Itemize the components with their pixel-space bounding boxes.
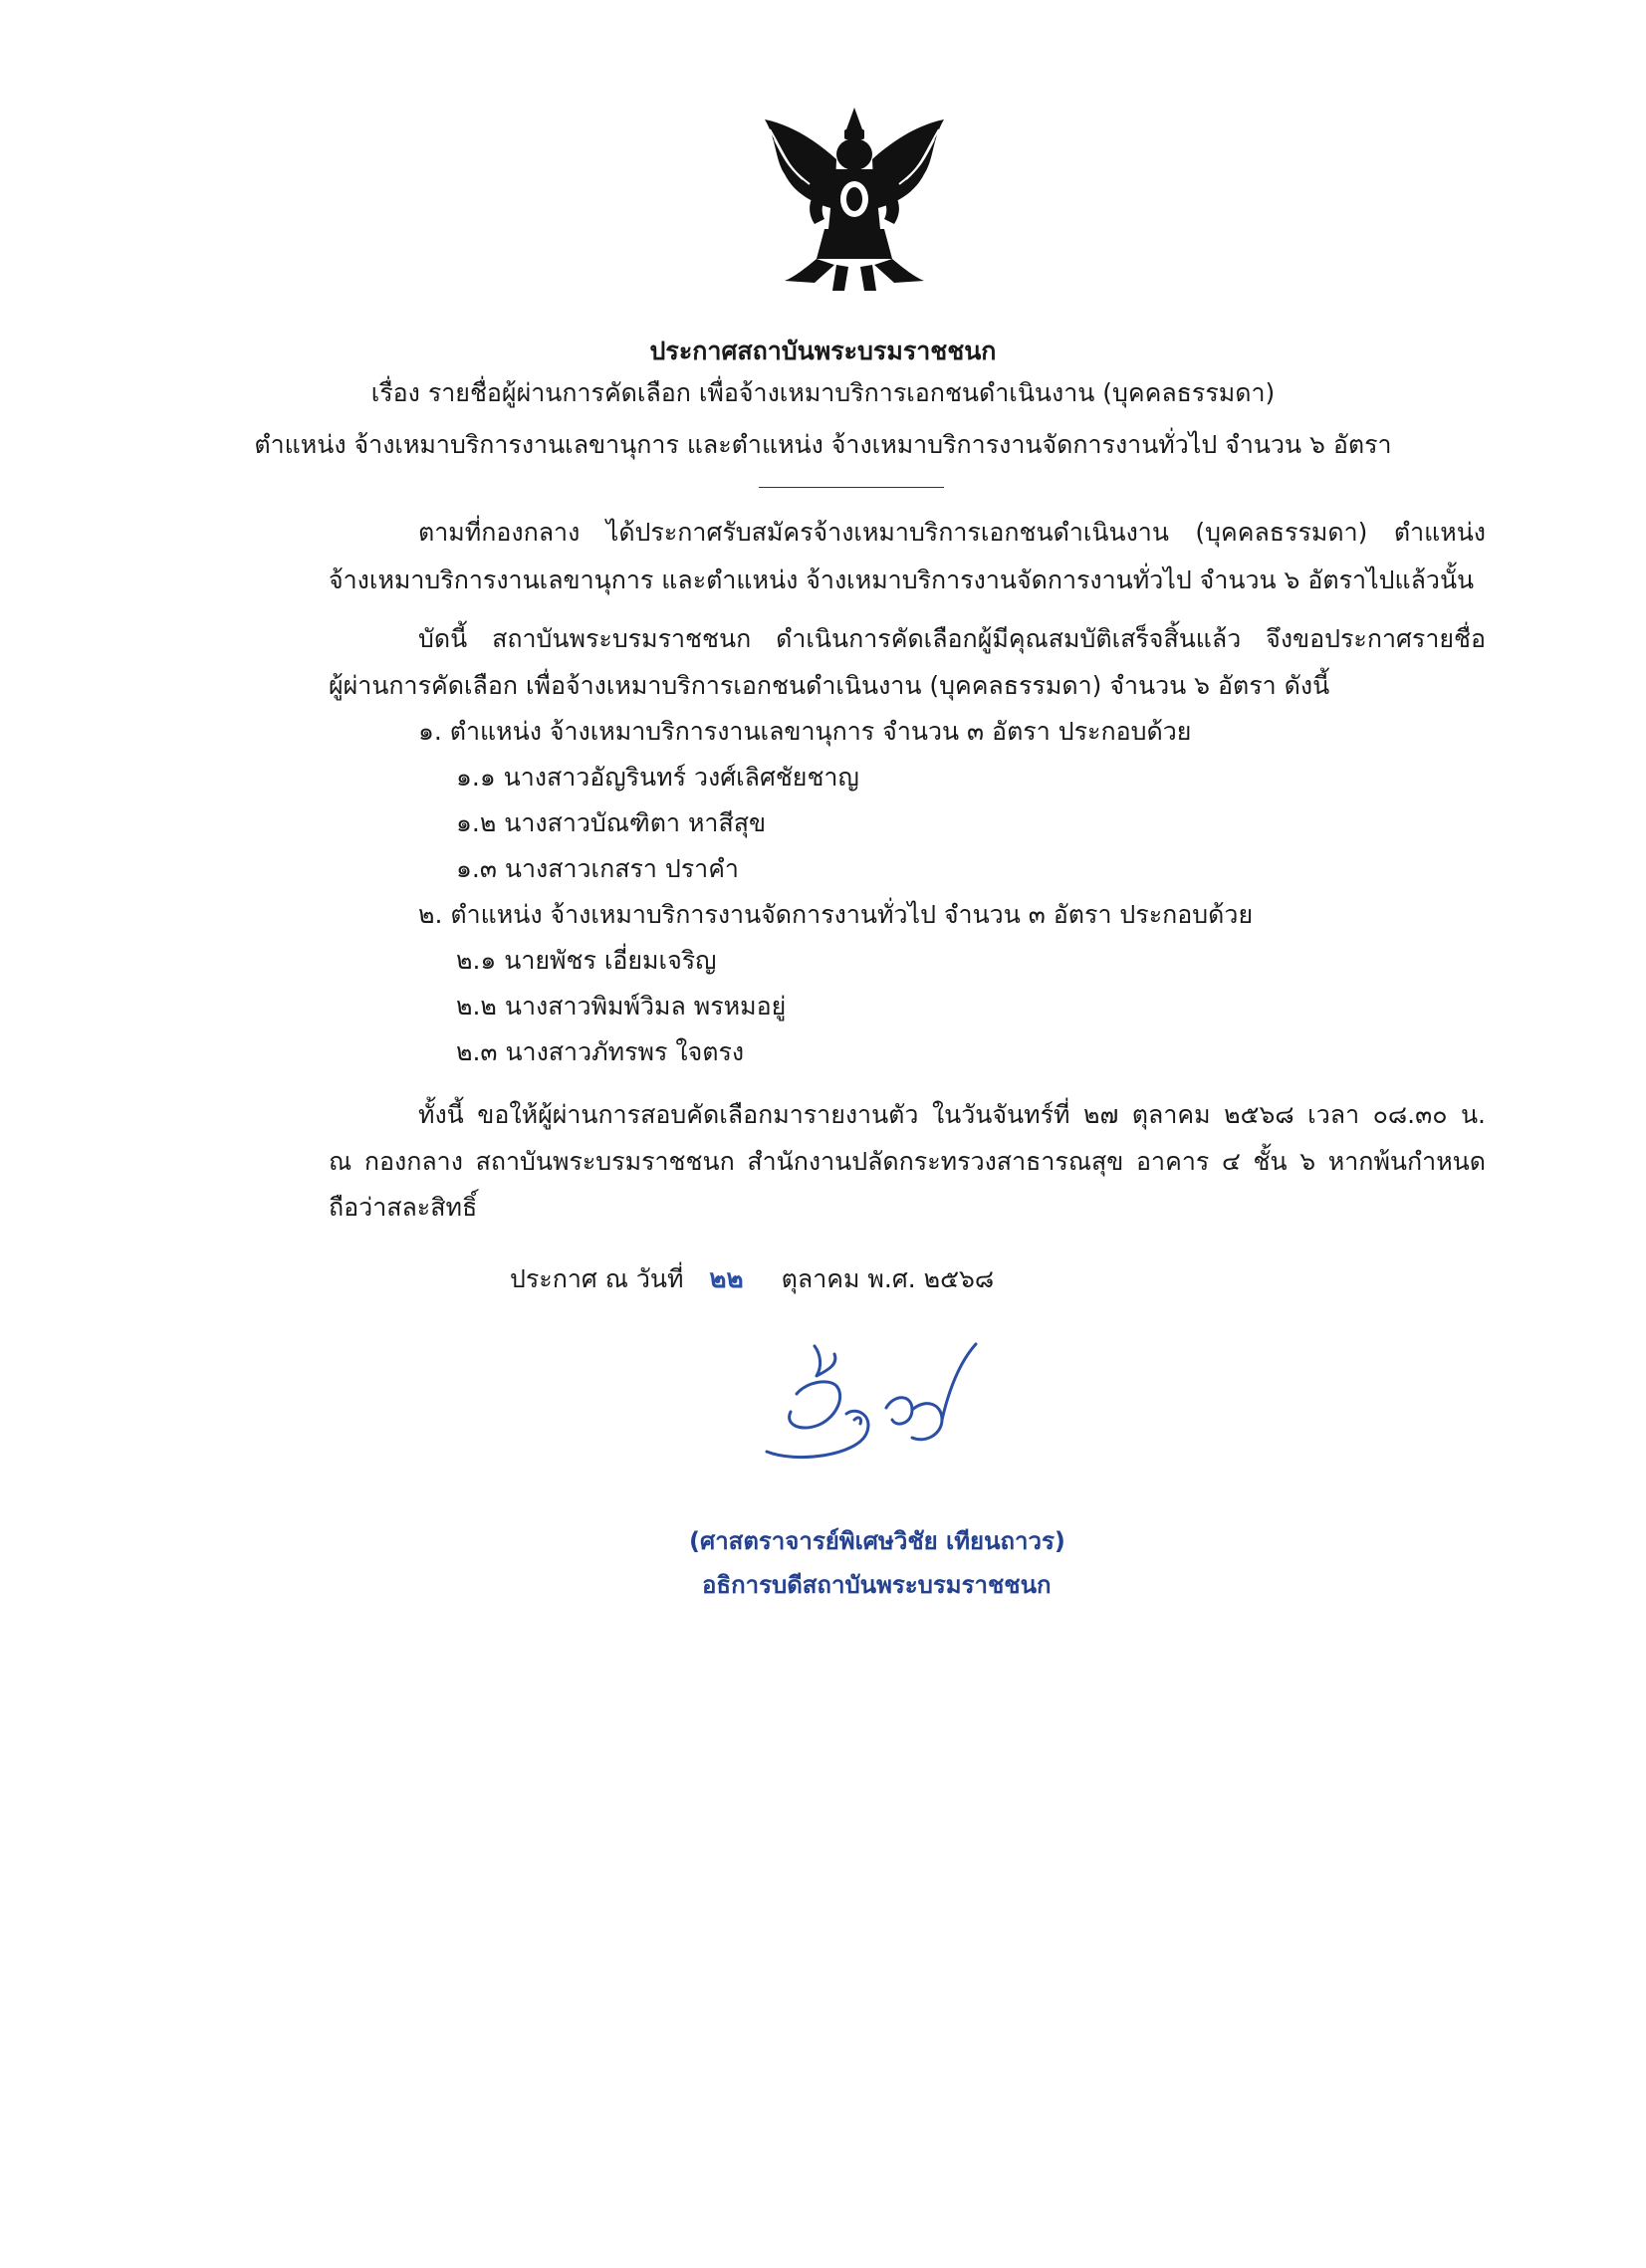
list-item: ๒.๓ นางสาวภัทรพร ใจตรง [456,1037,745,1066]
announce-date-suffix: ตุลาคม พ.ศ. ๒๕๖๘ [781,1264,995,1293]
announce-date-prefix: ประกาศ ณ วันที่ [510,1264,684,1293]
list-item: ๑.๒ นางสาวบัณฑิตา หาสีสุข [456,808,767,837]
announce-date [510,1262,994,1296]
paragraph-3-line-2: ณ กองกลาง สถาบันพระบรมราชชนก สำนักงานปลัดกระทรวงสาธารณสุข อาคาร ๔ ชั้น ๖ หากพ้นกำหนด [329,1147,1486,1176]
signer-title: อธิการบดีสถาบันพระบรมราชชนก [702,1571,1052,1599]
group-2-heading: ๒. ตำแหน่ง จ้างเหมาบริการงานจัดการงานทั่วไป จำนวน ๓ อัตรา ประกอบด้วย [418,900,1254,929]
announce-date-day: ๒๒ [709,1264,744,1294]
paragraph-1-line-2: จ้างเหมาบริการงานเลขานุการ และตำแหน่ง จ้างเหมาบริการงานจัดการงานทั่วไป จำนวน ๖ อัตราไปแล้วนั้น [329,566,1475,594]
subject-line-2: ตำแหน่ง จ้างเหมาบริการงานเลขานุการ และตำแหน่ง จ้างเหมาบริการงานจัดการงานทั่วไป จำนวน ๖ อัตรา [254,430,1392,459]
paragraph-3-line-1: ทั้งนี้ ขอให้ผู้ผ่านการสอบคัดเลือกมารายงานตัว ในวันจันทร์ที่ ๒๗ ตุลาคม ๒๕๖๘ เวลา ๐๘.๓๐ น. [418,1100,1486,1129]
list-item: ๒.๑ นายพัชร เอี่ยมเจริญ [456,946,717,975]
list-item: ๑.๓ นางสาวเกสรา ปราคำ [456,854,739,883]
signer-name: (ศาสตราจารย์พิเศษวิชัย เทียนถาวร) [689,1527,1065,1555]
group-1-heading: ๑. ตำแหน่ง จ้างเหมาบริการงานเลขานุการ จำนวน ๓ อัตรา ประกอบด้วย [418,717,1192,746]
paragraph-1-line-1: ตามที่กองกลาง ได้ประกาศรับสมัครจ้างเหมาบริการเอกชนดำเนินงาน (บุคคลธรรมดา) ตำแหน่ง [418,518,1486,547]
announcement-title: ประกาศสถาบันพระบรมราชชนก [649,337,997,365]
list-item: ๑.๑ นางสาวอัญรินทร์ วงศ์เลิศชัยชาญ [456,763,859,792]
title-divider [759,487,944,488]
signature-icon [737,1324,1036,1483]
paragraph-2-line-2: ผู้ผ่านการคัดเลือก เพื่อจ้างเหมาบริการเอกชนดำเนินงาน (บุคคลธรรมดา) จำนวน ๖ อัตรา ดังนี้ [329,671,1330,700]
paragraph-3-line-3: ถือว่าสละสิทธิ์ [329,1193,478,1222]
garuda-emblem-icon [755,100,954,299]
list-item: ๒.๒ นางสาวพิมพ์วิมล พรหมอยู่ [456,992,787,1021]
subject-line-1: เรื่อง รายชื่อผู้ผ่านการคัดเลือก เพื่อจ้างเหมาบริการเอกชนดำเนินงาน (บุคคลธรรมดา) [370,378,1276,407]
paragraph-2-line-1: บัดนี้ สถาบันพระบรมราชชนก ดำเนินการคัดเลือกผู้มีคุณสมบัติเสร็จสิ้นแล้ว จึงขอประกาศรายชื่อ [418,624,1486,653]
